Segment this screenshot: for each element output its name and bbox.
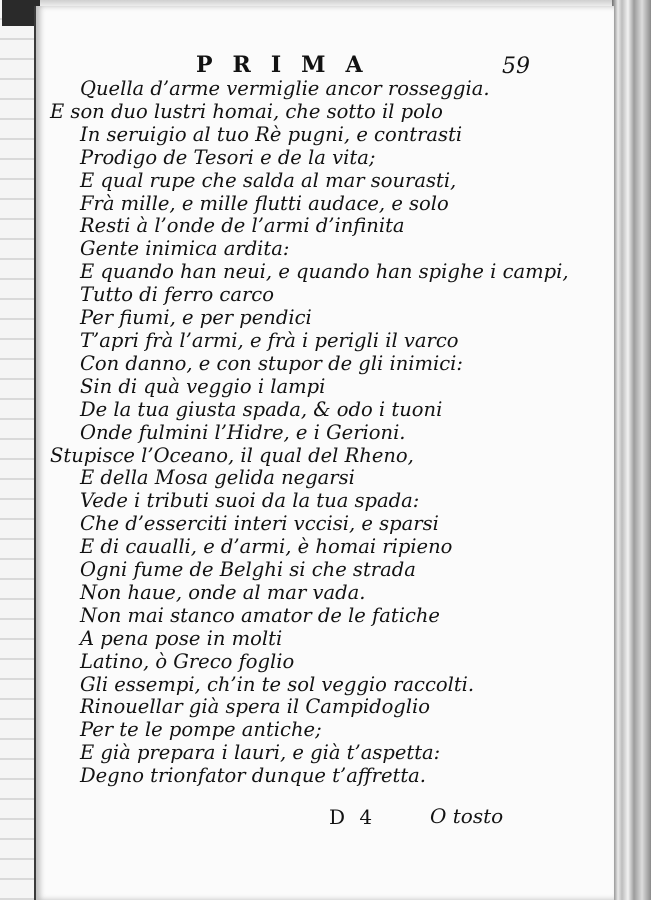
running-head: PRIMA xyxy=(196,52,383,78)
poem-text xyxy=(50,78,569,788)
poem-line: Quella d’arme vermiglie ancor rosseggia. xyxy=(80,77,490,100)
poem-line: E di caualli, e d’armi, è homai ripieno xyxy=(80,535,453,559)
poem-line: Prodigo de Tesori e de la vita; xyxy=(80,145,376,169)
poem-line: E della Mosa gelida negarsi xyxy=(80,466,355,490)
poem-line: Rinouellar già spera il Campidoglio xyxy=(80,695,431,719)
poem-line: Resti à l’onde de l’armi d’infinita xyxy=(80,214,405,238)
page-number: 59 xyxy=(502,54,530,79)
poem-line: Stupisce l’Oceano, il qual del Rheno, xyxy=(50,443,414,467)
poem-line: Per te le pompe antiche; xyxy=(80,718,322,742)
poem-line: E già prepara i lauri, e già t’aspetta: xyxy=(80,741,441,765)
poem-line: Gente inimica ardita: xyxy=(80,237,290,261)
poem-line: Tutto di ferro carco xyxy=(80,283,274,307)
poem-line: Che d’esserciti interi vccisi, e sparsi xyxy=(80,512,439,536)
poem-line: Gli essempi, ch’in te sol veggio raccolti. xyxy=(80,672,475,696)
book-gutter-left xyxy=(0,0,34,900)
poem-line: Con danno, e con stupor de gli inimici: xyxy=(80,351,463,375)
poem-line: Degno trionfator dunque t’affretta. xyxy=(80,764,427,788)
poem-line: Vede i tributi suoi da la tua spada: xyxy=(80,489,420,513)
poem-line: In seruigio al tuo Rè pugni, e contrasti xyxy=(80,122,463,146)
page-edges-right xyxy=(612,0,651,900)
poem-line: A pena pose in molti xyxy=(80,626,283,650)
poem-line: E quando han neui, e quando han spighe i campi, xyxy=(80,260,569,284)
poem-line: T’apri frà l’armi, e frà i perigli il varco xyxy=(80,328,459,352)
signature-mark: D 4 xyxy=(329,805,377,829)
poem-line: E son duo lustri homai, che sotto il polo xyxy=(50,99,443,123)
poem-line: E qual rupe che salda al mar sourasti, xyxy=(80,168,457,192)
poem-line: Per fiumi, e per pendici xyxy=(80,306,312,330)
poem-line: Non haue, onde al mar vada. xyxy=(80,580,366,604)
poem-line: Latino, ò Greco foglio xyxy=(80,649,295,673)
catchword: O tosto xyxy=(430,804,504,828)
poem-line: Onde fulmini l’Hidre, e i Gerioni. xyxy=(80,420,406,444)
poem-line: Sin di quà veggio i lampi xyxy=(80,374,326,398)
poem-line: Non mai stanco amator de le fatiche xyxy=(80,603,440,627)
poem-line: De la tua giusta spada, & odo i tuoni xyxy=(80,397,443,421)
poem-line: Ogni fume de Belghi si che strada xyxy=(80,558,416,582)
poem-line: Frà mille, e mille flutti audace, e solo xyxy=(80,191,449,215)
